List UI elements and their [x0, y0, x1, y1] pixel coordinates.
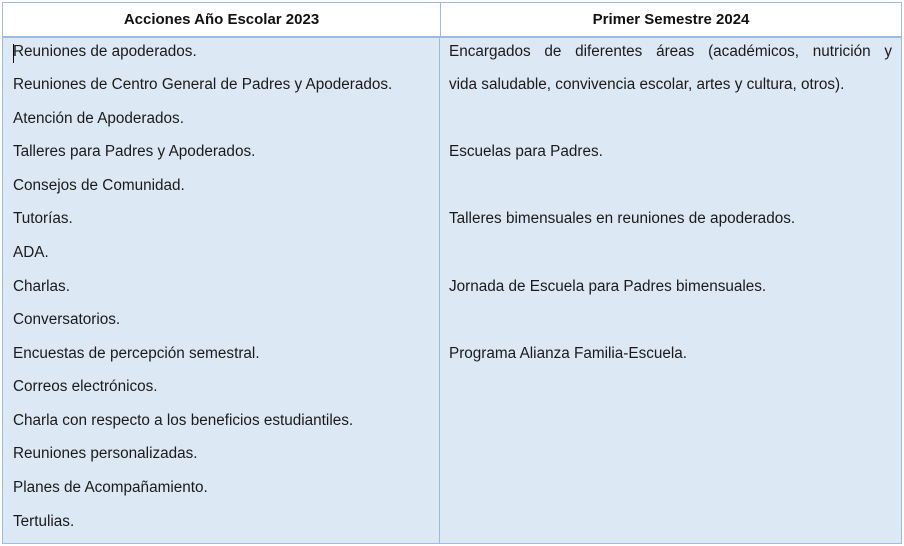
actions-table: [2, 2, 902, 544]
list-item: Tutorías.: [13, 210, 73, 227]
list-item: Encargados de diferentes áreas (académicos, nutrición y: [449, 43, 892, 60]
list-item: Charla con respecto a los beneficios estudiantiles.: [13, 412, 354, 429]
list-item: Planes de Acompañamiento.: [13, 479, 208, 496]
list-item: Talleres bimensuales en reuniones de apoderados.: [449, 210, 796, 227]
list-item: Consejos de Comunidad.: [13, 177, 185, 194]
list-item: Talleres para Padres y Apoderados.: [13, 143, 256, 160]
table-header-row: [3, 3, 901, 38]
list-item: Tertulias.: [13, 513, 75, 530]
table-body-row: [3, 38, 901, 543]
list-item: Programa Alianza Familia-Escuela.: [449, 345, 688, 362]
list-item: Reuniones de Centro General de Padres y Apoderados.: [13, 76, 393, 93]
list-item: Charlas.: [13, 278, 70, 295]
acciones-2023-cell[interactable]: [3, 38, 440, 543]
list-item: Conversatorios.: [13, 311, 121, 328]
primer-semestre-2024-cell[interactable]: [440, 38, 901, 543]
list-item: Atención de Apoderados.: [13, 110, 184, 127]
list-item: Reuniones personalizadas.: [13, 445, 198, 462]
list-item: Escuelas para Padres.: [449, 143, 603, 160]
list-item: Correos electrónicos.: [13, 378, 158, 395]
list-item: Jornada de Escuela para Padres bimensuales.: [449, 278, 767, 295]
list-item: Encuestas de percepción semestral.: [13, 345, 260, 362]
list-item: Reuniones de apoderados.: [13, 43, 197, 60]
header-acciones-2023: Acciones Año Escolar 2023: [3, 3, 441, 36]
list-item: ADA.: [13, 244, 49, 261]
header-primer-semestre-2024: Primer Semestre 2024: [592, 11, 750, 28]
list-item: vida saludable, convivencia escolar, artes y cultura, otros).: [449, 76, 845, 93]
